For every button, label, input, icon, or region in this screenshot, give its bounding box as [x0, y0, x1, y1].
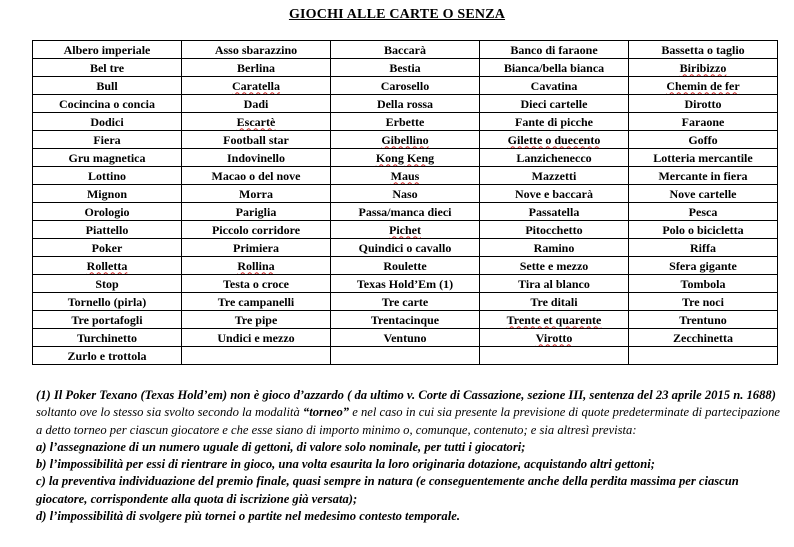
game-cell	[182, 275, 331, 293]
game-cell	[480, 221, 629, 239]
table-row	[33, 59, 778, 77]
game-cell	[629, 149, 778, 167]
game-cell	[33, 221, 182, 239]
game-name: Faraone	[681, 114, 725, 129]
game-cell	[33, 95, 182, 113]
game-name: Cavatina	[530, 78, 578, 93]
game-name: Banco di faraone	[510, 42, 598, 57]
table-row	[33, 221, 778, 239]
game-name: Lottino	[87, 168, 126, 183]
game-name: Poker	[91, 240, 123, 255]
game-cell	[331, 347, 480, 365]
game-cell	[629, 41, 778, 59]
game-name: Dodici	[90, 114, 124, 129]
game-cell	[182, 347, 331, 365]
game-name: Naso	[392, 186, 418, 201]
game-name: Polo o bicicletta	[662, 222, 744, 237]
footnote-text-3: e nel caso in cui sia presente la previsione di quote predeterminate di partecipazione a detto torneo per ciascun giocatore e che esse siano di importo minimo o, comunque, contenuto; e sia altresì prevista:	[36, 405, 780, 437]
table-row	[33, 347, 778, 365]
game-name: Tre campanelli	[217, 294, 295, 309]
game-name: Mignon	[86, 186, 127, 201]
game-cell	[480, 257, 629, 275]
game-name: Football star	[223, 132, 289, 147]
game-cell	[480, 185, 629, 203]
game-cell	[331, 167, 480, 185]
game-name: Pitocchetto	[525, 222, 583, 237]
game-cell	[480, 77, 629, 95]
game-cell	[331, 203, 480, 221]
game-name: Piattello	[85, 222, 129, 237]
game-cell	[331, 221, 480, 239]
game-cell	[182, 131, 331, 149]
game-name: Della rossa	[376, 96, 434, 111]
footnote	[36, 387, 780, 525]
game-name: Pichet	[389, 222, 421, 237]
game-name: Morra	[239, 186, 273, 201]
game-cell	[331, 293, 480, 311]
game-cell	[480, 275, 629, 293]
game-name: Bassetta o taglio	[661, 42, 745, 57]
game-name: Biribizzo	[679, 60, 727, 75]
game-name: Zurlo e trottola	[67, 348, 147, 363]
game-name: Testa o croce	[223, 276, 289, 291]
table-row	[33, 77, 778, 95]
game-cell	[629, 293, 778, 311]
games-table	[32, 40, 778, 365]
game-cell	[480, 347, 629, 365]
game-name: Bianca/bella bianca	[503, 60, 605, 75]
game-name: Riffa	[690, 240, 716, 255]
game-name: Quindici o cavallo	[358, 240, 452, 255]
game-name: Baccarà	[384, 42, 426, 57]
table-row	[33, 113, 778, 131]
game-cell	[629, 113, 778, 131]
game-cell	[331, 257, 480, 275]
game-name: Stop	[95, 276, 119, 291]
game-cell	[629, 275, 778, 293]
game-cell	[182, 185, 331, 203]
game-name: Nove cartelle	[669, 186, 737, 201]
game-cell	[480, 167, 629, 185]
game-cell	[480, 41, 629, 59]
game-cell	[480, 113, 629, 131]
table-row	[33, 257, 778, 275]
game-name: Cocincina o concia	[59, 96, 155, 111]
game-name: Sfera gigante	[669, 258, 737, 273]
game-name: Trentuno	[679, 312, 727, 327]
game-cell	[629, 347, 778, 365]
game-cell	[33, 293, 182, 311]
game-cell	[629, 311, 778, 329]
game-name: Turchinetto	[76, 330, 137, 345]
game-name: Fiera	[93, 132, 121, 147]
game-cell	[33, 329, 182, 347]
game-cell	[331, 77, 480, 95]
game-cell	[331, 329, 480, 347]
table-row	[33, 149, 778, 167]
game-name: Zecchinetta	[673, 330, 733, 345]
game-cell	[629, 77, 778, 95]
game-name: Tre portafogli	[71, 312, 143, 327]
game-cell	[331, 131, 480, 149]
game-name: Trentacinque	[370, 312, 440, 327]
table-row	[33, 95, 778, 113]
game-name: Trente et quarente	[506, 312, 602, 327]
game-cell	[331, 311, 480, 329]
game-name: Carosello	[380, 78, 430, 93]
footnote-item-d: d) l’impossibilità di svolgere più tornei o partite nel medesimo contesto temporale.	[36, 509, 460, 524]
footnote-item-a: a) l’assegnazione di un numero uguale di gettoni, di valore solo nominale, per tutti i giocatori;	[36, 439, 526, 454]
footnote-citation: Corte di Cassazione, sezione III, sentenza del 23 aprile 2015 n. 1688)	[418, 388, 776, 402]
game-name: Gibellino	[381, 132, 429, 147]
game-name: Nove e baccarà	[515, 186, 593, 201]
game-name: Fante di picche	[515, 114, 593, 129]
game-cell	[33, 185, 182, 203]
game-name: Asso sbarazzino	[214, 42, 298, 57]
game-name: Erbette	[385, 114, 425, 129]
game-name: Passa/manca dieci	[358, 204, 452, 219]
footnote-item-b: b) l’impossibilità per essi di rientrare in gioco, una volta esaurita la loro originaria dotazione, acquistando altri gettoni;	[36, 457, 655, 472]
table-row	[33, 41, 778, 59]
game-cell	[629, 59, 778, 77]
game-name: Macao o del nove	[211, 168, 301, 183]
table-row	[33, 203, 778, 221]
game-name: Berlina	[237, 60, 275, 75]
game-name: Undici e mezzo	[217, 330, 295, 345]
game-cell	[182, 239, 331, 257]
game-name: Tornello (pirla)	[67, 294, 147, 309]
game-cell	[629, 239, 778, 257]
game-name: Texas Hold’Em (1)	[356, 276, 454, 291]
game-cell	[182, 203, 331, 221]
table-row	[33, 293, 778, 311]
game-cell	[629, 329, 778, 347]
game-cell	[480, 311, 629, 329]
table-row	[33, 131, 778, 149]
game-name: Tira al blanco	[518, 276, 590, 291]
table-row	[33, 311, 778, 329]
game-name: Caratella	[232, 78, 280, 93]
game-cell	[331, 59, 480, 77]
table-row	[33, 329, 778, 347]
game-cell	[629, 221, 778, 239]
game-name: Gilette o duecento	[507, 132, 601, 147]
game-cell	[629, 185, 778, 203]
game-name: Tre ditali	[530, 294, 578, 309]
game-name: Bestia	[389, 60, 421, 75]
game-cell	[33, 149, 182, 167]
game-cell	[331, 239, 480, 257]
game-cell	[331, 113, 480, 131]
game-name: Lotteria mercantile	[653, 150, 753, 165]
game-cell	[182, 257, 331, 275]
game-name: Pesca	[688, 204, 718, 219]
game-cell	[480, 149, 629, 167]
game-name: Tre carte	[381, 294, 429, 309]
game-name: Ventuno	[383, 330, 427, 345]
game-cell	[182, 113, 331, 131]
game-name: Primiera	[233, 240, 279, 255]
game-cell	[33, 257, 182, 275]
game-name: Tombola	[680, 276, 726, 291]
game-name: Roulette	[383, 258, 427, 273]
game-cell	[33, 113, 182, 131]
game-name: Mazzetti	[531, 168, 577, 183]
game-name: Indovinello	[226, 150, 286, 165]
table-row	[33, 167, 778, 185]
game-name: Chemin de fer	[666, 78, 740, 93]
game-cell	[33, 131, 182, 149]
game-name: Mercante in fiera	[658, 168, 748, 183]
game-cell	[182, 293, 331, 311]
game-name: Orologio	[84, 204, 130, 219]
game-name: Albero imperiale	[63, 42, 151, 57]
game-name: Tre noci	[682, 294, 724, 309]
game-name: Dieci cartelle	[520, 96, 588, 111]
game-name: Bel tre	[89, 60, 125, 75]
game-cell	[629, 167, 778, 185]
game-name: Passatella	[528, 204, 580, 219]
game-name: Piccolo corridore	[211, 222, 301, 237]
game-cell	[182, 311, 331, 329]
game-name: Lanzichenecco	[516, 150, 592, 165]
game-cell	[331, 185, 480, 203]
game-name: Dadi	[243, 96, 269, 111]
footnote-text-2: soltanto ove lo stesso sia svolto secondo la modalità	[36, 405, 303, 420]
game-cell	[629, 203, 778, 221]
game-cell	[182, 41, 331, 59]
footnote-torneo: “torneo”	[302, 405, 350, 420]
game-cell	[33, 167, 182, 185]
game-name: Ramino	[533, 240, 575, 255]
game-cell	[629, 95, 778, 113]
game-cell	[480, 293, 629, 311]
table-row	[33, 275, 778, 293]
game-cell	[33, 347, 182, 365]
game-cell	[629, 257, 778, 275]
game-cell	[182, 167, 331, 185]
footnote-intro	[36, 387, 780, 439]
page-title: GIOCHI ALLE CARTE O SENZA	[288, 7, 506, 22]
game-cell	[480, 239, 629, 257]
game-cell	[480, 329, 629, 347]
game-cell	[33, 311, 182, 329]
game-name: Rolletta	[86, 258, 128, 273]
game-name: Pariglia	[235, 204, 277, 219]
game-name: Rollina	[237, 258, 275, 273]
game-cell	[331, 275, 480, 293]
game-cell	[33, 275, 182, 293]
game-cell	[182, 77, 331, 95]
game-cell	[33, 203, 182, 221]
game-cell	[182, 95, 331, 113]
table-row	[33, 239, 778, 257]
game-name: Bull	[96, 78, 118, 93]
game-name: Dirotto	[684, 96, 722, 111]
game-cell	[33, 41, 182, 59]
game-cell	[480, 95, 629, 113]
game-cell	[182, 221, 331, 239]
table-row	[33, 185, 778, 203]
game-cell	[331, 95, 480, 113]
game-cell	[182, 149, 331, 167]
footnote-item-c: c) la preventiva individuazione del premio finale, quasi sempre in natura (e conseguentemente anche della perdita massima per ciascun giocatore, corrispondente alla quota di iscrizione già versata);	[36, 474, 739, 506]
game-cell	[480, 131, 629, 149]
game-name: Kong Keng	[375, 150, 435, 165]
game-name: Virotto	[535, 330, 573, 345]
game-cell	[480, 59, 629, 77]
game-cell	[480, 203, 629, 221]
footnote-text-1: (1) Il Poker Texano (Texas Hold’em) non è gioco d’azzardo ( da ultimo v.	[36, 388, 419, 402]
game-cell	[182, 59, 331, 77]
game-name: Escartè	[236, 114, 276, 129]
game-cell	[331, 41, 480, 59]
game-cell	[331, 149, 480, 167]
game-name: Sette e mezzo	[519, 258, 589, 273]
game-name: Gru magnetica	[68, 150, 146, 165]
game-name: Maus	[390, 168, 420, 183]
game-cell	[33, 77, 182, 95]
game-cell	[182, 329, 331, 347]
game-cell	[629, 131, 778, 149]
game-name: Tre pipe	[234, 312, 278, 327]
game-cell	[33, 239, 182, 257]
game-name: Goffo	[688, 132, 718, 147]
game-cell	[33, 59, 182, 77]
